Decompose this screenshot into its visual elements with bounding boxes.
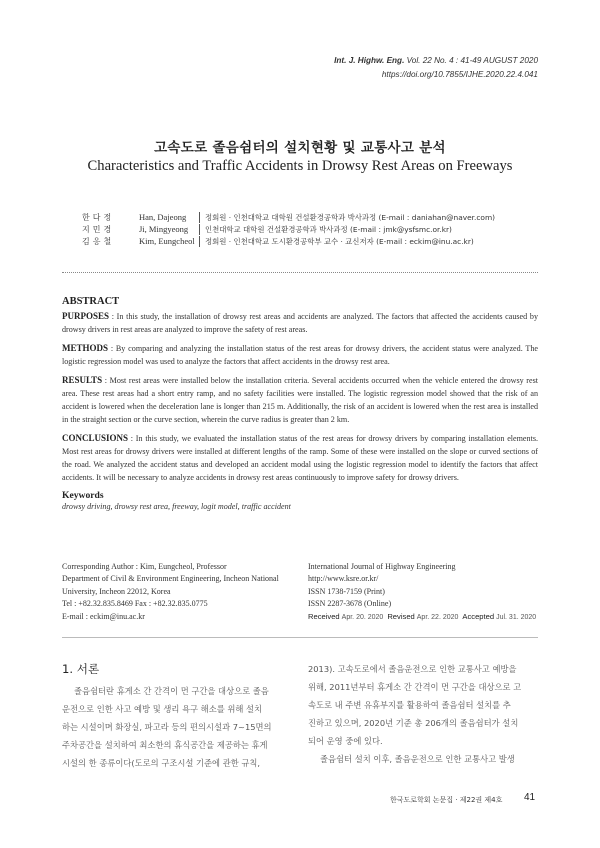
body-line: 되어 운영 중에 있다.: [308, 736, 383, 746]
author-row: [82, 211, 542, 223]
methods-label: METHODS: [62, 343, 109, 353]
correspondence-line: University, Incheon 22012, Korea: [62, 586, 171, 596]
received-date: Apr. 20. 2020: [341, 613, 384, 621]
results-label: RESULTS: [62, 375, 103, 385]
abstract: [62, 296, 538, 511]
body-column-right: [308, 660, 540, 768]
body-line: 위해, 2011년부터 휴게소 간 간격이 먼 구간을 대상으로 고: [308, 682, 522, 692]
correspondence-line: Department of Civil & Environment Engineering, Incheon National: [62, 574, 279, 584]
author-affiliation: 정회원 · 인천대학교 도시환경공학부 교수 · 교신저자 (E-mail : eckim@inu.ac.kr): [199, 236, 474, 247]
abstract-purposes: [62, 310, 538, 336]
author-affiliation: 정회원 · 인천대학교 대학원 건설환경공학과 박사과정 (E-mail : daniahan@naver.com): [199, 212, 495, 223]
author-name-en: Kim, Eungcheol: [139, 236, 195, 247]
body-line: 진하고 있으며, 2020년 기준 총 206개의 졸음쉼터가 설치: [308, 718, 519, 728]
author-name-en: Ji, Mingyeong: [139, 224, 189, 235]
accepted-date: Jul. 31. 2020: [496, 613, 537, 621]
body-line: 졸음쉼터란 휴게소 간 간격이 먼 구간을 대상으로 졸음: [74, 686, 269, 696]
conclusions-label: CONCLUSIONS: [62, 433, 129, 443]
body-line: 운전으로 인한 사고 예방 및 생리 욕구 해소를 위해 설치: [62, 704, 263, 714]
revised-date: Apr. 22. 2020: [416, 613, 459, 621]
author-name-ko: 지민경: [82, 224, 115, 234]
body-line: 속도로 내 주변 유휴부지를 활용하여 졸음쉼터 설치를 추: [308, 700, 511, 710]
correspondence-line: Corresponding Author : Kim, Eungcheol, Professor: [62, 562, 227, 571]
divider: [62, 637, 538, 638]
title-korean: 고속도로 졸음쉼터의 설치현황 및 교통사고 분석: [154, 140, 446, 156]
accepted-label: Accepted: [462, 611, 495, 621]
correspondence-line: Tel : +82.32.835.8469 Fax : +82.32.835.0775: [62, 599, 208, 609]
doi-link[interactable]: https://doi.org/10.7855/IJHE.2020.22.4.041: [381, 70, 538, 79]
footer-journal: 한국도로학회 논문집 · 제22권 제4호: [390, 796, 503, 804]
body-line: 하는 시설이며 화장실, 파고라 등의 편의시설과 7~15면의: [62, 722, 272, 732]
purposes-label: PURPOSES: [62, 311, 110, 321]
abstract-results: [62, 374, 538, 426]
author-name-ko: 김응철: [82, 236, 115, 246]
results-text: : Most rest areas were installed below the installation criteria. Several accidents occurred when the vehicle entered the drowsy rest area. These rest areas had a short entry ramp, and no safety facilities were installed. The logistic regression model showed that the risk of an accident is lowered when the deceleration lane is longer than 215 m. Additionally, the risk of an accident is lowered when the rest area is installed in the straight section or the curve section, wherein the curve radius is greater than 2 km.: [62, 376, 538, 424]
journal-volume: Vol. 22 No. 4 : 41-49 AUGUST 2020: [406, 56, 538, 65]
author-row: [82, 223, 542, 235]
keywords-heading: Keywords: [62, 490, 104, 501]
journal-name: Int. J. Highw. Eng.: [334, 56, 405, 65]
journal-info-line: ISSN 1738-7159 (Print): [308, 586, 385, 596]
body-line: 졸음쉼터 설치 이후, 졸음운전으로 인한 교통사고 발생: [320, 754, 515, 764]
author-list: [82, 211, 542, 248]
body-line: 2013). 고속도로에서 졸음운전으로 인한 교통사고 예방을: [308, 664, 517, 674]
purposes-text: : In this study, the installation of drowsy rest areas and accidents are analyzed. The factors that affected the accidents caused by drowsy drivers in rest areas are analyzed to improve the safety of rest areas.: [62, 312, 538, 334]
body-line: 시설의 한 종류이다(도로의 구조시설 기준에 관한 규칙,: [62, 758, 261, 768]
author-name-ko: 한다정: [82, 212, 115, 222]
abstract-heading: ABSTRACT: [62, 296, 120, 307]
abstract-methods: [62, 342, 538, 368]
methods-text: : By comparing and analyzing the installation status of the rest areas for drowsy drivers, the accident status were analyzed. The logistic regression model was used to analyze the factors that affect accidents in the drowsy rest area.: [62, 344, 538, 366]
divider: [62, 272, 538, 273]
correspondence-email[interactable]: E-mail : eckim@inu.ac.kr: [62, 611, 145, 621]
journal-url[interactable]: http://www.ksre.or.kr/: [308, 574, 379, 584]
body-line: 주차공간을 설치하여 최소한의 휴식공간을 제공하는 휴게: [62, 740, 268, 750]
journal-citation: [334, 56, 538, 65]
journal-info-line: ISSN 2287-3678 (Online): [308, 599, 392, 609]
author-row: [82, 235, 542, 247]
section-heading: 1. 서론: [62, 662, 100, 676]
journal-info-line: International Journal of Highway Engineering: [308, 562, 456, 571]
journal-info-block: [308, 561, 540, 624]
received-label: Received: [308, 611, 340, 621]
correspondence-block: [62, 561, 302, 623]
abstract-conclusions: [62, 432, 538, 484]
page-number: 41: [524, 792, 536, 803]
author-affiliation: 인천대학교 대학원 건설환경공학과 박사과정 (E-mail : jmk@ysfsmc.or.kr): [199, 224, 452, 235]
title-english: Characteristics and Traffic Accidents in Drowsy Rest Areas on Freeways: [87, 158, 513, 174]
author-name-en: Han, Dajeong: [139, 212, 187, 223]
body-column-left: [62, 682, 294, 772]
conclusions-text: : In this study, we evaluated the installation status of the rest areas for drowsy drivers by comparing installation elements. Most rest areas for drowsy drivers were installed at different lengths of the ramp. Some of these were installed on the slope or curved sections of the road. We analyzed the accident status and developed an accident modal using the logistic regression model to identify the factors that affect accidents. It will be necessary to analyze accidents in drowsy rest areas continuously to improve safety for drowsy drivers.: [62, 434, 538, 482]
revised-label: Revised: [387, 611, 415, 621]
article-dates: [308, 611, 540, 624]
keywords-text: drowsy driving, drowsy rest area, freeway, logit model, traffic accident: [62, 502, 291, 511]
